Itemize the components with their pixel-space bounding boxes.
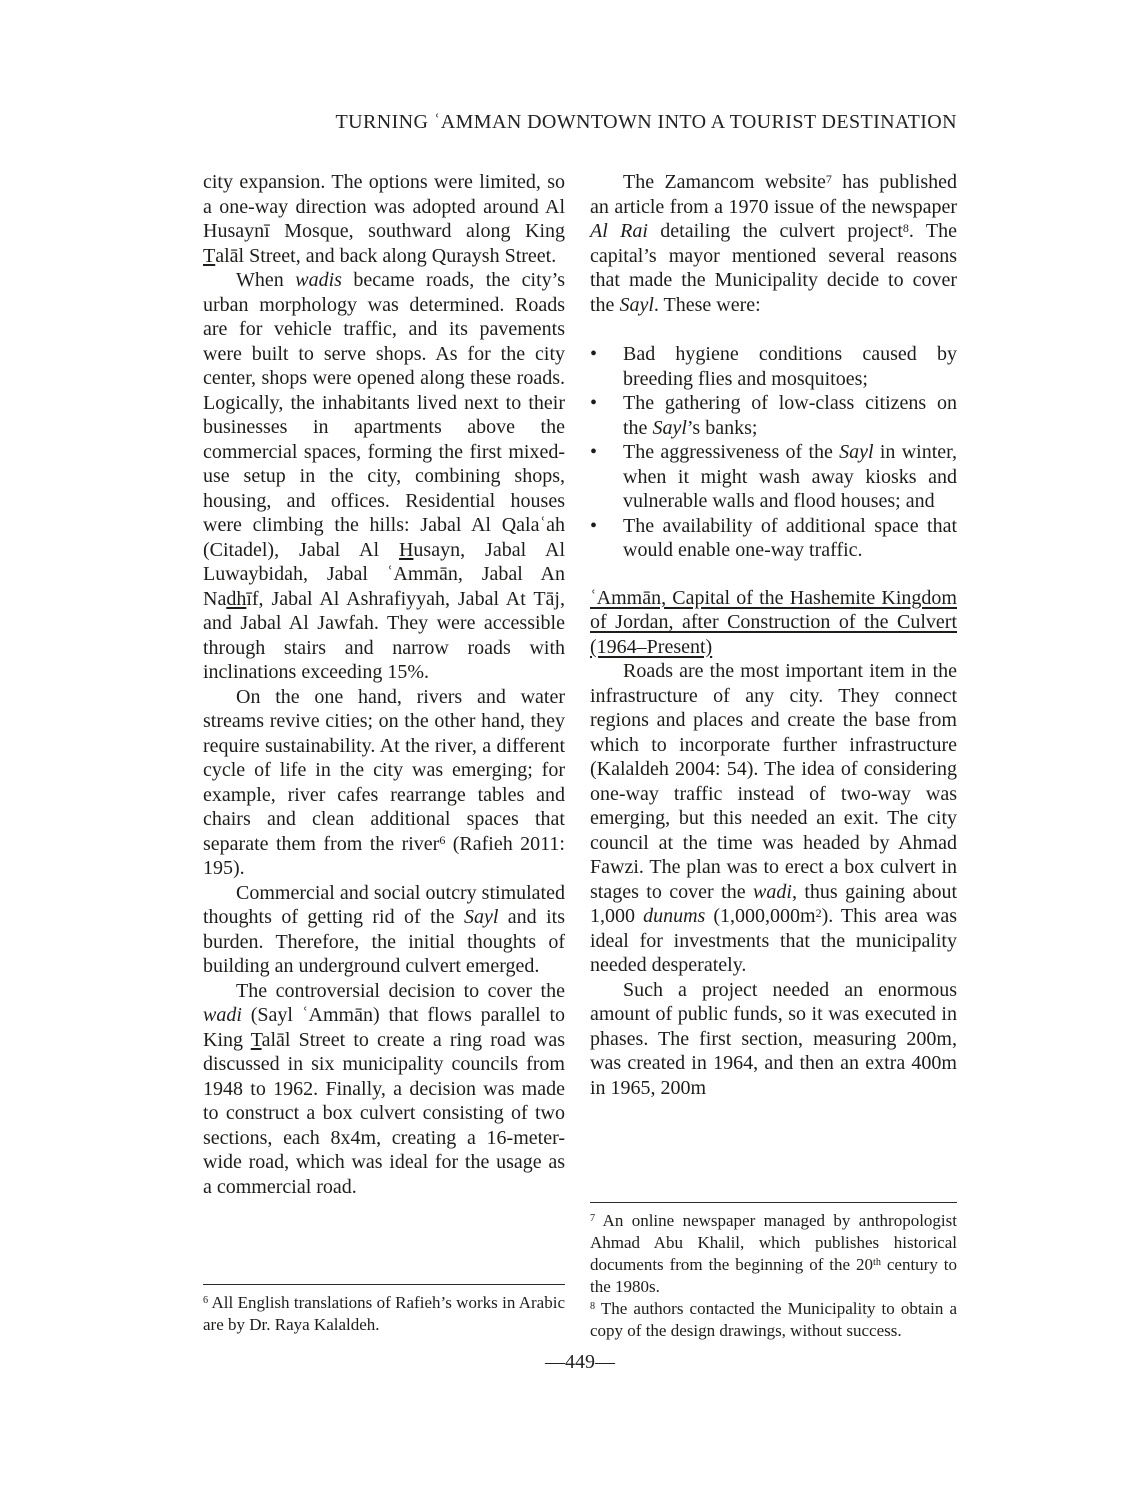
paragraph (203, 881, 565, 979)
text-run: Al Rai (590, 220, 648, 242)
bullet-text (623, 514, 957, 563)
left-column (203, 170, 565, 1199)
text-run: century to the 1980s. (590, 1255, 958, 1296)
text-run: wadis (295, 269, 342, 291)
paragraph (203, 685, 565, 881)
footnote (590, 1298, 957, 1342)
footnote (590, 1210, 957, 1298)
paragraph (590, 659, 957, 978)
text-run: The controversial decision to cover the (236, 979, 565, 1002)
bullet-item (590, 440, 957, 514)
text-run: alāl Street to create a ring road was discussed in six municipality councils from 1948 to 1962. Finally, a decision was made to construct a box culvert consisting of two sections, each 8x4m, creating a 16-meter-wide road, which was ideal for the usage as a commercial road. (203, 1028, 565, 1198)
text-run: became roads, the city’s urban morphology was determined. Roads are for vehicle traffic, and its pavements were built to serve shops. As for the city center, shops were opened along these roads. Logically, the inhabitants lived next to their businesses in apartments above the commercial spaces, forming the first mixed-use setup in the city, combining shops, housing, and offices. Residential houses were climbing the hills: Jabal Al Qalaʿah (Citadel), Jabal Al (203, 269, 565, 561)
text-run: ). This area was ideal for investments that the municipality needed desperately. (590, 905, 958, 976)
right-footnotes (590, 1202, 957, 1342)
text-run: The availability of additional space that would enable one-way traffic. (623, 514, 957, 561)
text-run: alāl Street, and back along Quraysh Street. (215, 244, 557, 267)
footnote (203, 1292, 565, 1336)
text-run: T (250, 1028, 262, 1051)
bullet-item (590, 514, 957, 563)
bullet-text (623, 440, 957, 514)
text-run: dunums (643, 905, 706, 927)
text-run: detailing the culvert project (647, 220, 903, 242)
text-run: ’s banks; (686, 416, 758, 439)
superscript-marker: 8 (590, 1301, 596, 1313)
text-run: (1,000,000m (705, 905, 816, 927)
left-footnotes (203, 1284, 565, 1336)
superscript-marker: 2 (815, 905, 822, 920)
text-run: The authors contacted the Municipality to obtain a copy of the design drawings, without success. (590, 1299, 957, 1340)
superscript-marker: 8 (902, 220, 909, 235)
bullet-icon: • (590, 514, 598, 537)
text-run: Sayl (652, 416, 687, 439)
text-run: īf, Jabal Al Ashrafiyyah, Jabal At Tāj, and Jabal Al Jawfah. They were accessible through stairs and narrow roads with inclinations exceeding 15%. (203, 587, 565, 683)
bullet-icon: • (590, 343, 598, 365)
text-run: T (203, 244, 216, 267)
text-run: Commercial and social outcry stimulated thoughts of getting rid of the (203, 881, 565, 928)
text-run: An online newspaper managed by anthropologist Ahmad Abu Khalil, which publishes historical documents from the beginning of the 20 (590, 1211, 957, 1274)
paragraph (590, 978, 957, 1101)
text-run: . The capital’s mayor mentioned several reasons that made the Municipality decide to cover the (590, 220, 957, 316)
text-run: On the one hand, rivers and water streams revive cities; on the other hand, they require sustainability. At the river, a different cycle of life in the city was emerging; for example, river cafes rearrange tables and chairs and clean additional spaces that separate them from the river (203, 685, 565, 855)
bullet-text (623, 342, 957, 391)
text-run: Sayl (619, 293, 654, 316)
text-run: usayn, Jabal Al Luwaybidah, Jabal ʿAmmān, Jabal An Na (203, 538, 565, 610)
text-run: wadi (203, 1004, 242, 1026)
bullet-icon: • (590, 392, 598, 414)
paragraph (590, 170, 957, 317)
text-run: (Sayl ʿAmmān) that flows parallel to King (203, 1004, 565, 1051)
text-run: Bad hygiene conditions caused by breeding flies and mosquitoes; (623, 343, 957, 390)
text-run: (Rafieh 2011: 195). (203, 832, 565, 879)
text-run: ʿAmmān, Capital of the Hashemite Kingdom of Jordan, after Construction of the Culvert (1964–Present) (590, 586, 957, 658)
section-heading (590, 586, 957, 660)
paragraph (203, 170, 565, 268)
page-number: —449— (545, 1351, 615, 1373)
bullet-item (590, 391, 957, 440)
superscript-marker: 6 (203, 1295, 209, 1307)
superscript-marker: 7 (590, 1213, 596, 1225)
text-run: , thus gaining about 1,000 (590, 880, 958, 927)
running-header: TURNING ʿAMMAN DOWNTOWN INTO A TOURIST DESTINATION (335, 111, 957, 133)
text-run: dh (226, 587, 247, 610)
right-column (590, 170, 957, 1100)
bullet-icon: • (590, 441, 598, 463)
bullet-list (590, 342, 957, 563)
bullet-item (590, 342, 957, 391)
text-run: Sayl (839, 441, 874, 463)
text-run: in winter, when it might wash away kiosks and vulnerable walls and flood houses; and (623, 441, 957, 512)
text-run: All English translations of Rafieh’s works in Arabic are by Dr. Raya Kalaldeh. (203, 1293, 565, 1334)
superscript-marker: 6 (439, 833, 446, 848)
paragraph (203, 268, 565, 685)
text-run: The gathering of low-class citizens on the (623, 392, 957, 439)
text-run: H (398, 538, 414, 561)
text-run: Such a project needed an enormous amount of public funds, so it was executed in phases. The first section, measuring 200m, was created in 1964, and then an extra 400m in 1965, 200m (590, 978, 957, 1099)
text-run: . These were: (653, 293, 761, 316)
text-run: The Zamancom website (623, 171, 826, 193)
bullet-text (623, 391, 957, 440)
text-run: Sayl (463, 906, 499, 928)
text-run: When (236, 269, 296, 291)
text-run: has published an article from a 1970 issue of the newspaper (590, 171, 957, 218)
text-run: Roads are the most important item in the infrastructure of any city. They connect regions and places and create the base from which to incorporate further infrastructure (Kalaldeh 2004: 54). The idea of considering one-way traffic instead of two-way was emerging, but this needed an exit. The city council at the time was headed by Ahmad Fawzi. The plan was to erect a box culvert in stages to cover the (590, 660, 957, 903)
text-run: The aggressiveness of the (623, 441, 840, 463)
text-run: city expansion. The options were limited, so a one-way direction was adopted around Al Husaynī Mosque, southward along King (203, 171, 565, 242)
paragraph (203, 979, 565, 1200)
superscript-marker: th (873, 1257, 881, 1269)
superscript-marker: 7 (825, 171, 832, 186)
text-run: and its burden. Therefore, the initial thoughts of building an underground culvert emerged. (203, 906, 565, 977)
text-run: wadi (753, 880, 792, 903)
